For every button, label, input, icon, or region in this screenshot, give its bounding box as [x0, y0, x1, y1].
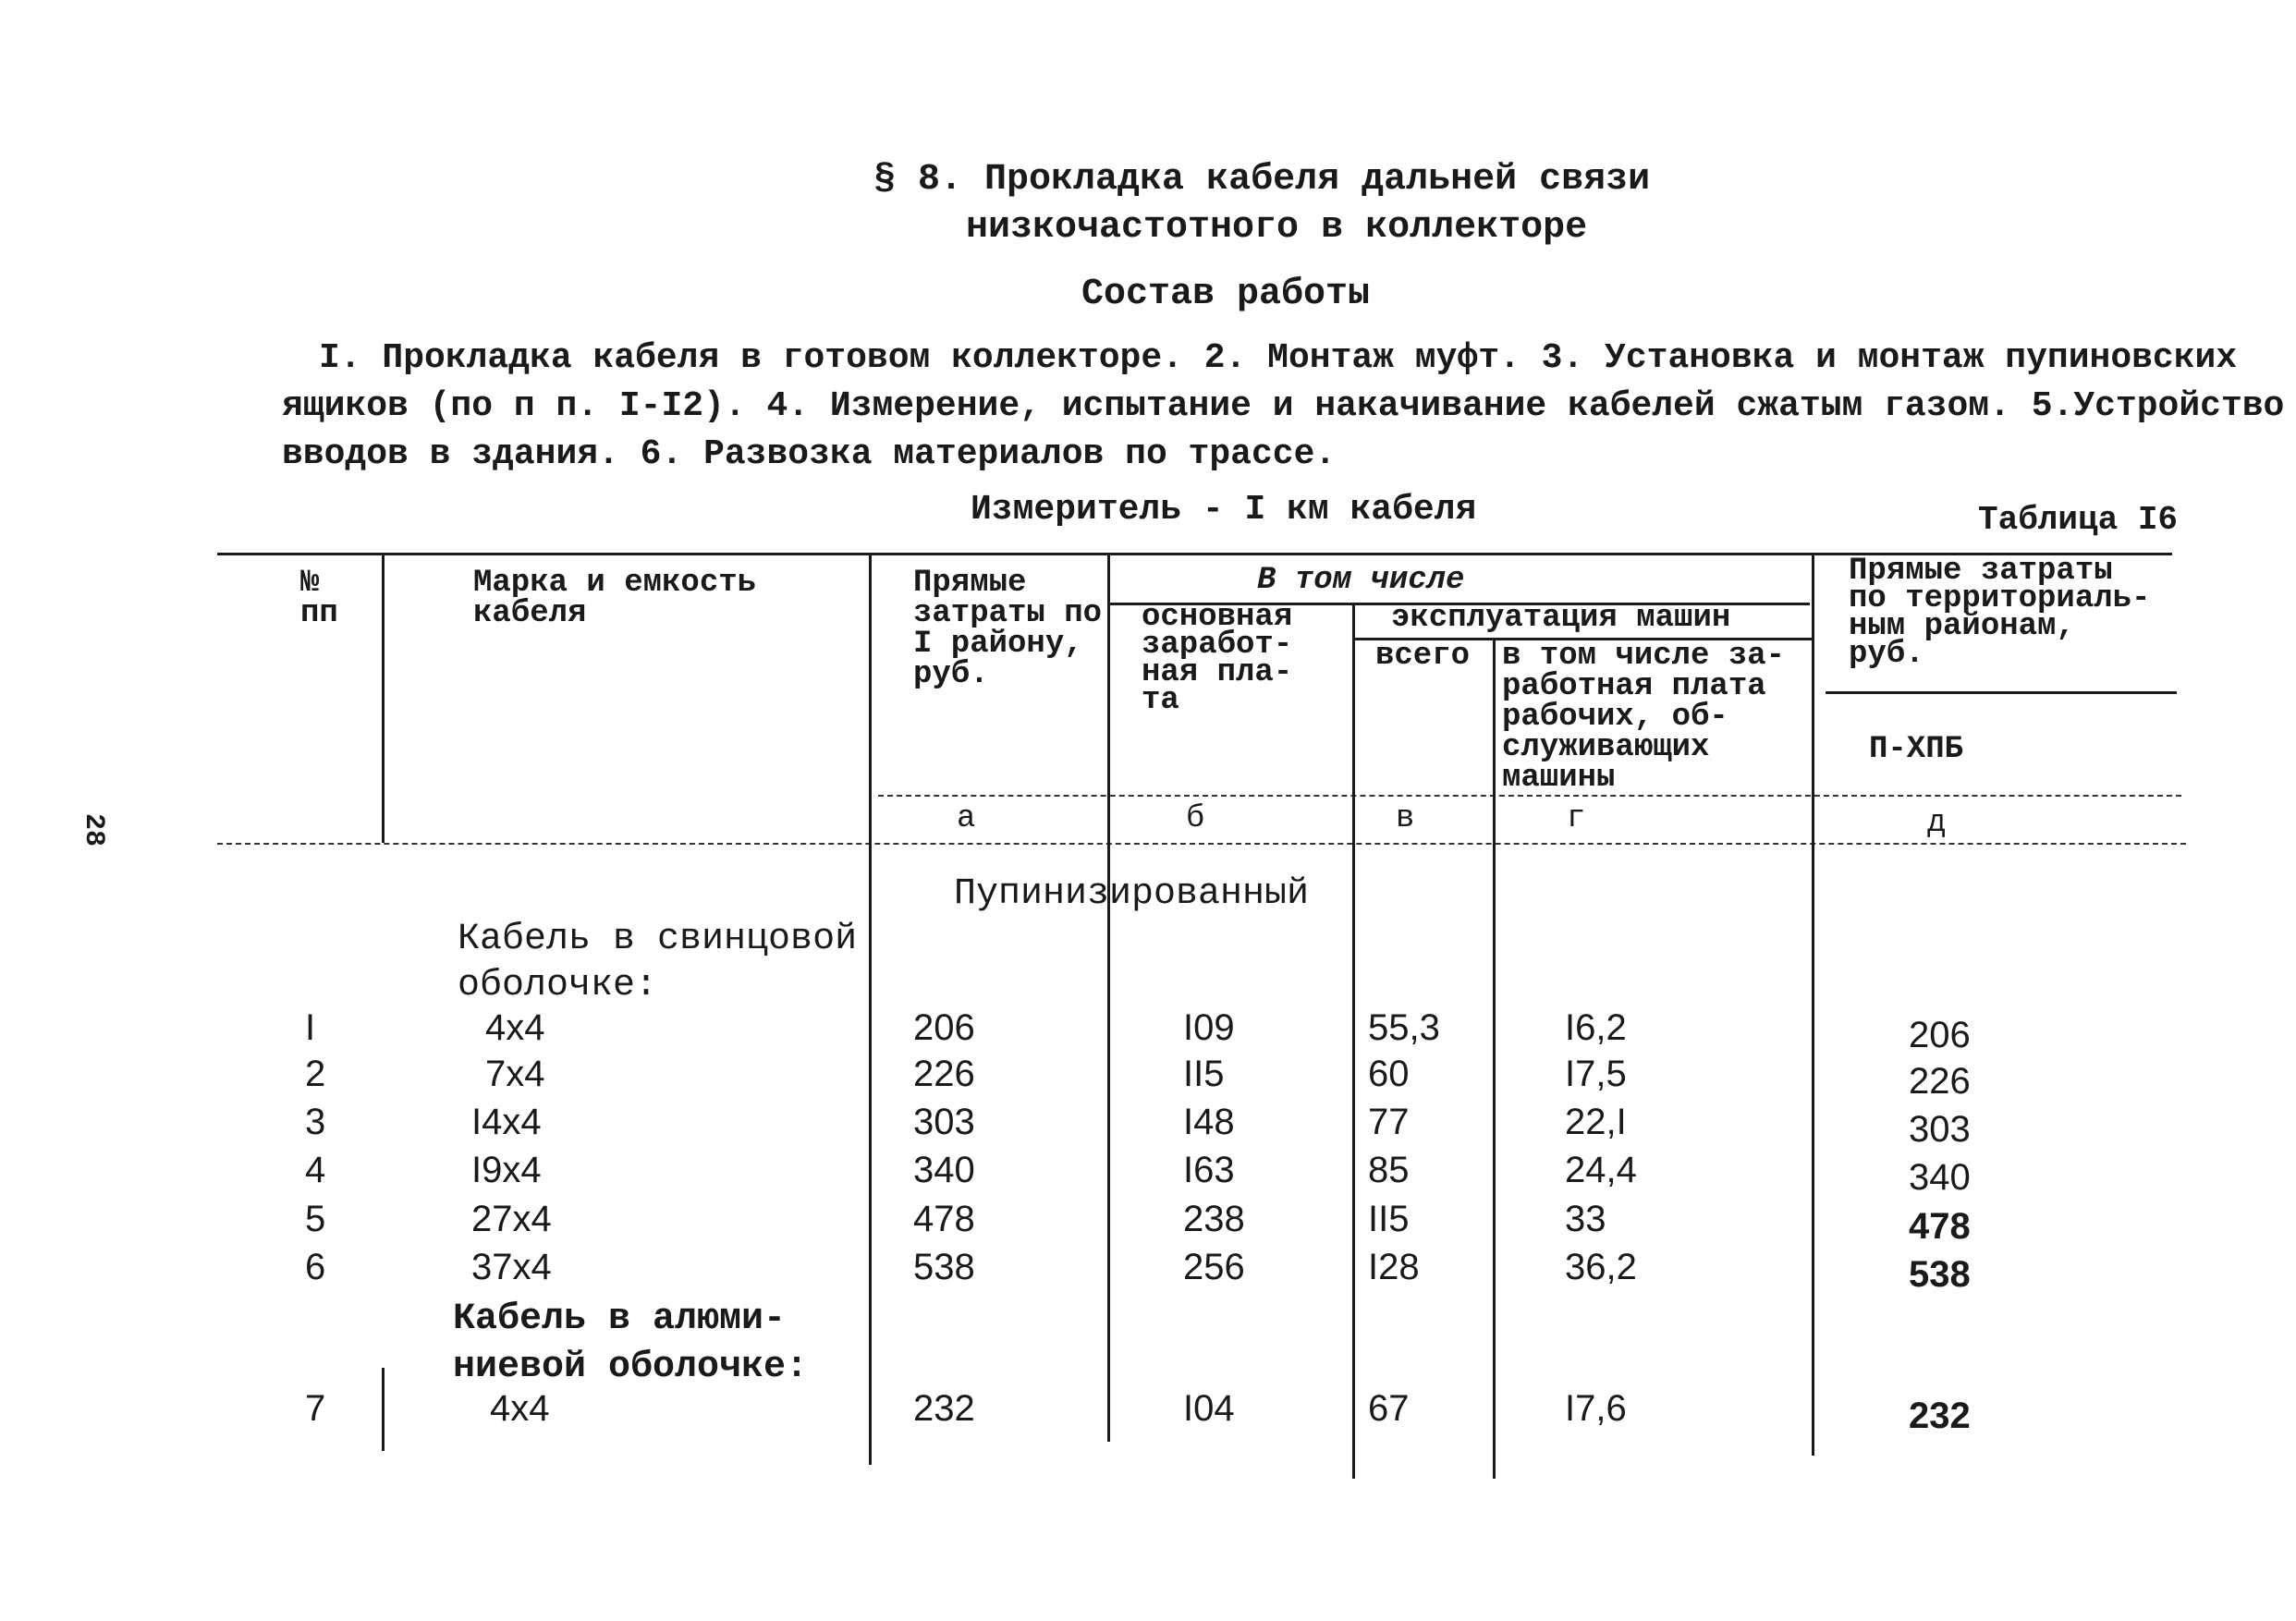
cell-machines-total: I28 — [1368, 1247, 1420, 1287]
cell-direct-costs: 340 — [913, 1150, 975, 1190]
cell-territorial: 303 — [1909, 1109, 1971, 1150]
cell-machines-wage: 24,4 — [1565, 1150, 1637, 1190]
header-brand: Марка и емкость кабеля — [473, 566, 757, 631]
cell-machines-wage: I6,2 — [1565, 1007, 1627, 1048]
header-territorial: Прямые затраты по территориаль- ным районам, руб. — [1849, 554, 2151, 672]
cell-base-wage: I48 — [1183, 1102, 1235, 1142]
cell-direct-costs: 232 — [913, 1388, 975, 1429]
col-divider-6 — [1812, 555, 1814, 1456]
cell-territorial: 478 — [1909, 1206, 1971, 1247]
work-text-line3: вводов в здания. 6. Развозка материалов по трассе. — [282, 434, 1337, 474]
cell-machines-total: II5 — [1368, 1199, 1410, 1239]
col-letter-b: б — [1186, 801, 1205, 836]
header-machines: эксплуатация машин — [1391, 601, 1731, 636]
cell-direct-costs: 303 — [913, 1102, 975, 1142]
work-text-line2: ящиков (по п п. I-I2). 4. Измерение, испытание и накачивание кабелей сжатым газом. 5.Устройство — [282, 386, 2285, 426]
col-divider-3 — [1107, 555, 1110, 1442]
cell-brand: 27х4 — [471, 1199, 552, 1239]
header-including: В том числе — [1257, 563, 1465, 598]
header-incl-wage: в том числе за- работная плата рабочих, об- служивающих машины — [1502, 639, 1786, 796]
header-direct-costs: Прямые затраты по I району, руб. — [913, 566, 1103, 692]
table-label: Таблица I6 — [1978, 501, 2179, 539]
cell-brand: 4х4 — [490, 1388, 550, 1429]
cell-num: 4 — [305, 1150, 326, 1190]
col-divider-2 — [869, 555, 872, 1465]
cell-base-wage: I04 — [1183, 1388, 1235, 1429]
col-letter-v: в — [1396, 801, 1415, 836]
section-pupinized: Пупинизированный — [954, 873, 1310, 915]
cell-machines-wage: 36,2 — [1565, 1247, 1637, 1287]
cell-num: I — [305, 1007, 316, 1048]
work-composition-title: Состав работы — [1081, 274, 1371, 315]
cell-machines-wage: 22,I — [1565, 1102, 1627, 1142]
col-letter-a: а — [957, 801, 976, 836]
col-divider-5 — [1493, 638, 1496, 1479]
col-divider-1 — [382, 555, 385, 843]
section-heading-line2: низкочастотного в коллекторе — [966, 207, 1588, 249]
group-aluminum-sheath: Кабель в алюми- ниевой оболочке: — [453, 1298, 809, 1388]
cell-base-wage: I63 — [1183, 1150, 1235, 1190]
cell-machines-total: 60 — [1368, 1054, 1410, 1094]
cell-base-wage: II5 — [1183, 1054, 1225, 1094]
cell-machines-total: 67 — [1368, 1388, 1410, 1429]
header-total: всего — [1375, 639, 1471, 674]
cell-direct-costs: 538 — [913, 1247, 975, 1287]
cell-num: 3 — [305, 1102, 326, 1142]
col-divider-1b — [382, 1368, 385, 1451]
cell-machines-total: 85 — [1368, 1150, 1410, 1190]
header-num: № пп — [300, 566, 338, 631]
meter-label: Измеритель - I км кабеля — [971, 490, 1477, 530]
cell-num: 2 — [305, 1054, 326, 1094]
page-number: 28 — [78, 813, 109, 847]
cell-num: 6 — [305, 1247, 326, 1287]
col-letter-g: г — [1567, 801, 1586, 836]
cell-machines-wage: 33 — [1565, 1199, 1606, 1239]
work-text-line1: I. Прокладка кабеля в готовом коллекторе. 2. Монтаж муфт. 3. Установка и монтаж пупиновских — [319, 338, 2238, 378]
territorial-subheader-rule — [1826, 691, 2177, 694]
cell-territorial: 232 — [1909, 1396, 1971, 1436]
cell-base-wage: 256 — [1183, 1247, 1245, 1287]
header-zones: П-ХПБ — [1869, 732, 1964, 767]
col-divider-4 — [1352, 603, 1355, 1479]
group-lead-sheath: Кабель в свинцовой оболочке: — [458, 919, 858, 1006]
header-bottom-rule — [217, 843, 2186, 845]
cell-machines-total: 77 — [1368, 1102, 1410, 1142]
cell-base-wage: 238 — [1183, 1199, 1245, 1239]
cell-brand: 37х4 — [471, 1247, 552, 1287]
col-letter-d: д — [1927, 806, 1947, 841]
section-heading-line1: § 8. Прокладка кабеля дальней связи — [873, 159, 1651, 201]
cell-territorial: 538 — [1909, 1254, 1971, 1295]
cell-num: 7 — [305, 1388, 326, 1429]
cell-brand: 7х4 — [485, 1054, 545, 1094]
cell-brand: I9х4 — [471, 1150, 542, 1190]
cell-brand: 4х4 — [485, 1007, 545, 1048]
cell-num: 5 — [305, 1199, 326, 1239]
cell-direct-costs: 206 — [913, 1007, 975, 1048]
cell-base-wage: I09 — [1183, 1007, 1235, 1048]
header-base-wage: основная заработ- ная пла- та — [1142, 600, 1293, 718]
cell-direct-costs: 478 — [913, 1199, 975, 1239]
cell-machines-total: 55,3 — [1368, 1007, 1440, 1048]
cell-brand: I4х4 — [471, 1102, 542, 1142]
cell-machines-wage: I7,6 — [1565, 1388, 1627, 1429]
cell-territorial: 340 — [1909, 1157, 1971, 1198]
cell-territorial: 226 — [1909, 1061, 1971, 1102]
cell-direct-costs: 226 — [913, 1054, 975, 1094]
cell-machines-wage: I7,5 — [1565, 1054, 1627, 1094]
cell-territorial: 206 — [1909, 1015, 1971, 1055]
